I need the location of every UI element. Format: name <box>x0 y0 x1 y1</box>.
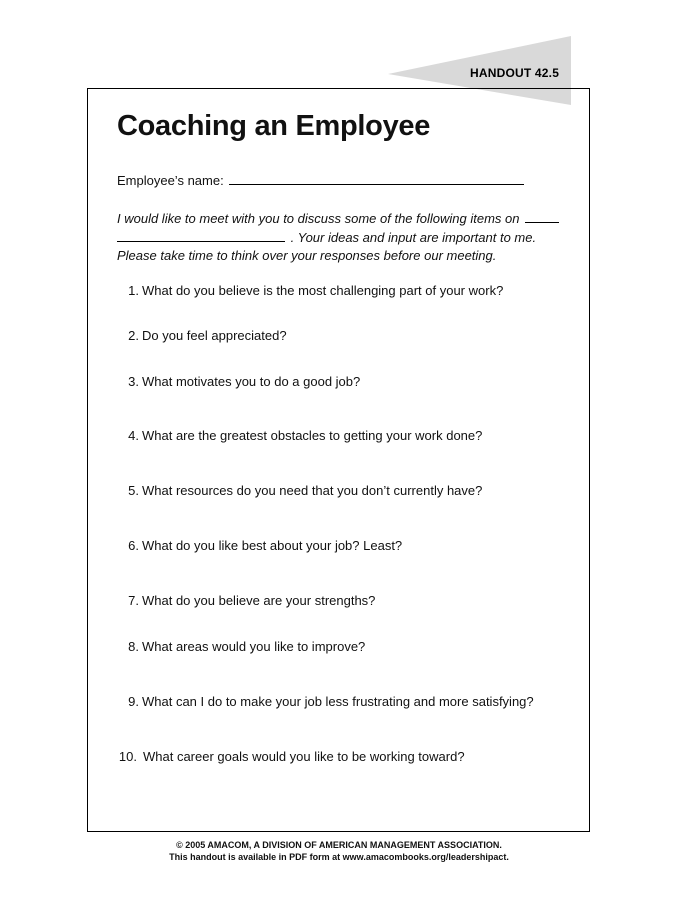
question-number: 5. <box>128 483 139 498</box>
question-item <box>117 483 482 498</box>
question-text: What resources do you need that you don’t currently have? <box>142 483 483 498</box>
question-item <box>117 639 365 654</box>
question-item <box>117 374 360 389</box>
question-text: What can I do to make your job less frustrating and more satisfying? <box>142 694 534 709</box>
handout-label: HANDOUT 42.5 <box>470 66 560 80</box>
question-number: 4. <box>128 428 139 443</box>
question-item <box>117 283 503 298</box>
question-number: 6. <box>128 538 139 553</box>
question-number: 10. <box>118 749 137 764</box>
question-text: What areas would you like to improve? <box>142 639 366 654</box>
date-blank-1[interactable] <box>525 221 559 223</box>
date-blank-2[interactable] <box>117 240 285 242</box>
intro-paragraph <box>117 210 567 266</box>
question-number: 2. <box>128 328 139 343</box>
question-item <box>117 593 375 608</box>
question-number: 7. <box>128 593 139 608</box>
question-number: 9. <box>128 694 139 709</box>
employee-name-field[interactable] <box>229 184 524 185</box>
employee-name-label: Employee’s name: <box>117 173 224 188</box>
question-item <box>115 749 465 764</box>
question-number: 8. <box>128 639 139 654</box>
question-text: Do you feel appreciated? <box>142 328 287 343</box>
handout-frame <box>87 88 590 832</box>
question-text: What do you believe is the most challenging part of your work? <box>142 283 504 298</box>
intro-text-part2: . Your ideas and input are important to me. Please take time to think over your responses before our meeting. <box>117 229 537 263</box>
question-item <box>117 694 534 709</box>
question-number: 1. <box>128 283 139 298</box>
question-item <box>117 428 482 443</box>
question-text: What are the greatest obstacles to getting your work done? <box>142 428 483 443</box>
question-text: What do you believe are your strengths? <box>142 593 376 608</box>
copyright-footer <box>0 839 678 863</box>
footer-line-2: This handout is available in PDF form at www.amacombooks.org/leadershipact. <box>169 852 509 862</box>
question-text: What motivates you to do a good job? <box>142 374 361 389</box>
question-number: 3. <box>128 374 139 389</box>
question-item <box>117 538 402 553</box>
intro-text-part1: I would like to meet with you to discuss some of the following items on <box>117 211 520 226</box>
page-title: Coaching an Employee <box>117 110 431 142</box>
question-text: What do you like best about your job? Least? <box>142 538 403 553</box>
question-text: What career goals would you like to be working toward? <box>143 749 465 764</box>
footer-line-1: © 2005 AMACOM, A DIVISION OF AMERICAN MANAGEMENT ASSOCIATION. <box>176 840 502 850</box>
question-item <box>117 328 287 343</box>
